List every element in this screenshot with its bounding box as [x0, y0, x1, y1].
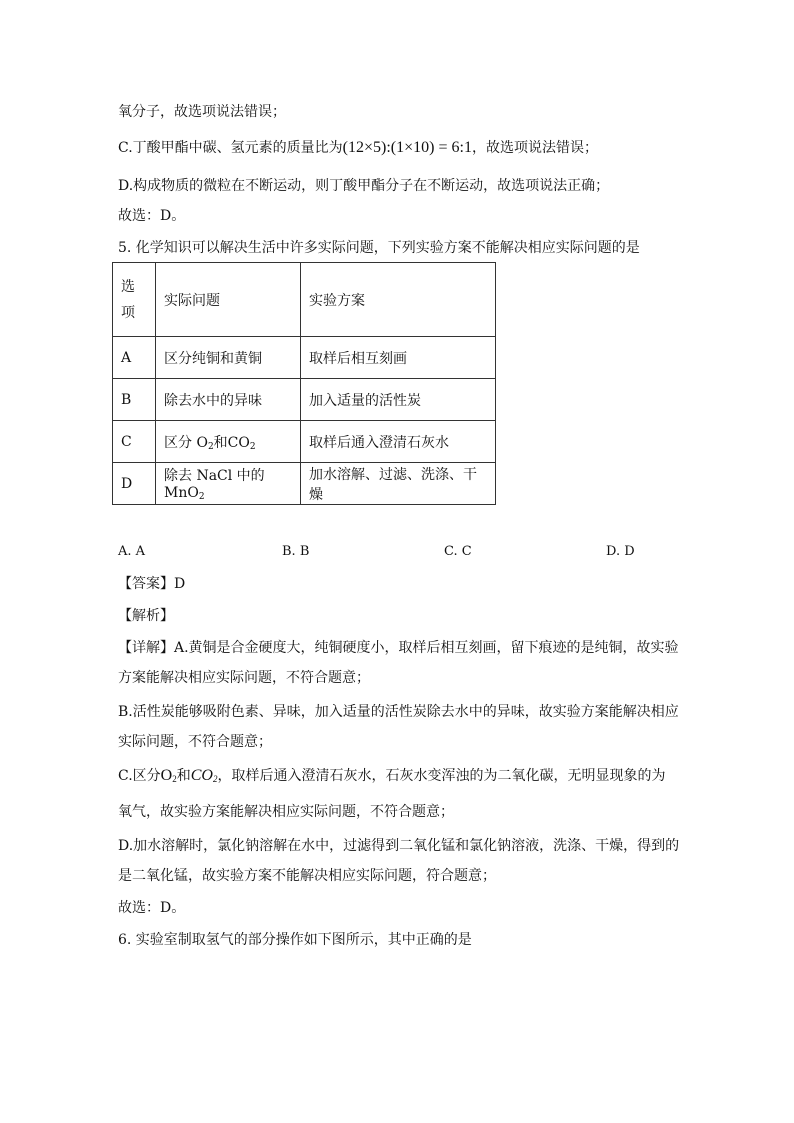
row-plan: 加入适量的活性炭: [301, 379, 496, 421]
detail-d-line2: 是二氧化锰，故实验方案不能解决相应实际问题，符合题意；: [118, 868, 496, 884]
table-row: [113, 463, 496, 505]
choice-a: A. A: [118, 544, 146, 559]
row-option: D: [113, 463, 156, 505]
option-c-explanation: [118, 138, 598, 158]
option-c-conclusion: ，故选项说法错误；: [471, 140, 598, 156]
row-problem: 除去水中的异味: [156, 379, 301, 421]
co2-formula: $CO_2$: [190, 767, 218, 784]
row-plan: 取样后相互刻画: [301, 337, 496, 379]
detail-d-line1: D.加水溶解时，氯化钠溶解在水中，过滤得到二氧化锰和氯化钠溶液，洗涤、干燥，得到的: [118, 838, 680, 854]
table-header-row: [113, 263, 496, 337]
row-problem: 区分纯铜和黄铜: [156, 337, 301, 379]
choice-b: B. B: [282, 544, 310, 559]
option-c-text: C.丁酸甲酯中碳、氢元素的质量比为: [118, 140, 343, 156]
q5-options-table: [112, 262, 496, 505]
row-option: C: [113, 421, 156, 463]
o2-formula: $O_2$: [160, 767, 177, 784]
q5-final-answer: 故选：D。: [118, 900, 186, 916]
detail-c-line1: C.区分$O_2$和$CO_2$，取样后通入澄清石灰水，石灰水变浑浊的为二氧化碳，无明显现象的为: [118, 767, 666, 784]
option-d-explanation: D.构成物质的微粒在不断运动，则丁酸甲酯分子在不断运动，故选项说法正确；: [118, 178, 610, 194]
answer-label: 【答案】D: [118, 576, 186, 592]
row-option: B: [113, 379, 156, 421]
detail-b-line1: B.活性炭能够吸附色素、异味，加入适量的活性炭除去水中的异味，故实验方案能解决相应: [118, 704, 679, 720]
choice-c: C. C: [444, 544, 472, 559]
row-problem: 区分 $O_2$和$CO_2$: [156, 421, 301, 463]
q4-final-answer: 故选：D。: [118, 208, 186, 224]
q6-stem: 6. 实验室制取氢气的部分操作如下图所示，其中正确的是: [118, 932, 472, 948]
detail-a-line2: 方案能解决相应实际问题，不符合题意；: [118, 670, 370, 686]
choice-d: D. D: [606, 544, 635, 559]
header-option: 选项: [113, 263, 156, 337]
row-plan: 加水溶解、过滤、洗涤、干燥: [301, 463, 496, 505]
table-row: [113, 337, 496, 379]
q5-stem: 5. 化学知识可以解决生活中许多实际问题，下列实验方案不能解决相应实际问题的是: [118, 240, 640, 256]
analysis-label: 【解析】: [118, 608, 174, 624]
row-problem: 除去 NaCl 中的 MnO$_2$: [156, 463, 301, 505]
detail-a-line1: 【详解】A.黄铜是合金硬度大，纯铜硬度小，取样后相互刻画，留下痕迹的是纯铜，故实验: [118, 640, 679, 656]
mass-ratio-formula: (12×5):(1×10) = 6:1: [342, 139, 472, 156]
table-row: [113, 421, 496, 463]
row-plan: 取样后通入澄清石灰水: [301, 421, 496, 463]
prev-tail-line: 氧分子，故选项说法错误；: [118, 104, 286, 120]
row-option: A: [113, 337, 156, 379]
table-row: [113, 379, 496, 421]
header-plan: 实验方案: [301, 263, 496, 337]
detail-b-line2: 实际问题，不符合题意；: [118, 734, 272, 750]
header-problem: 实际问题: [156, 263, 301, 337]
detail-c-line2: 氧气，故实验方案能解决相应实际问题，不符合题意；: [118, 804, 454, 820]
